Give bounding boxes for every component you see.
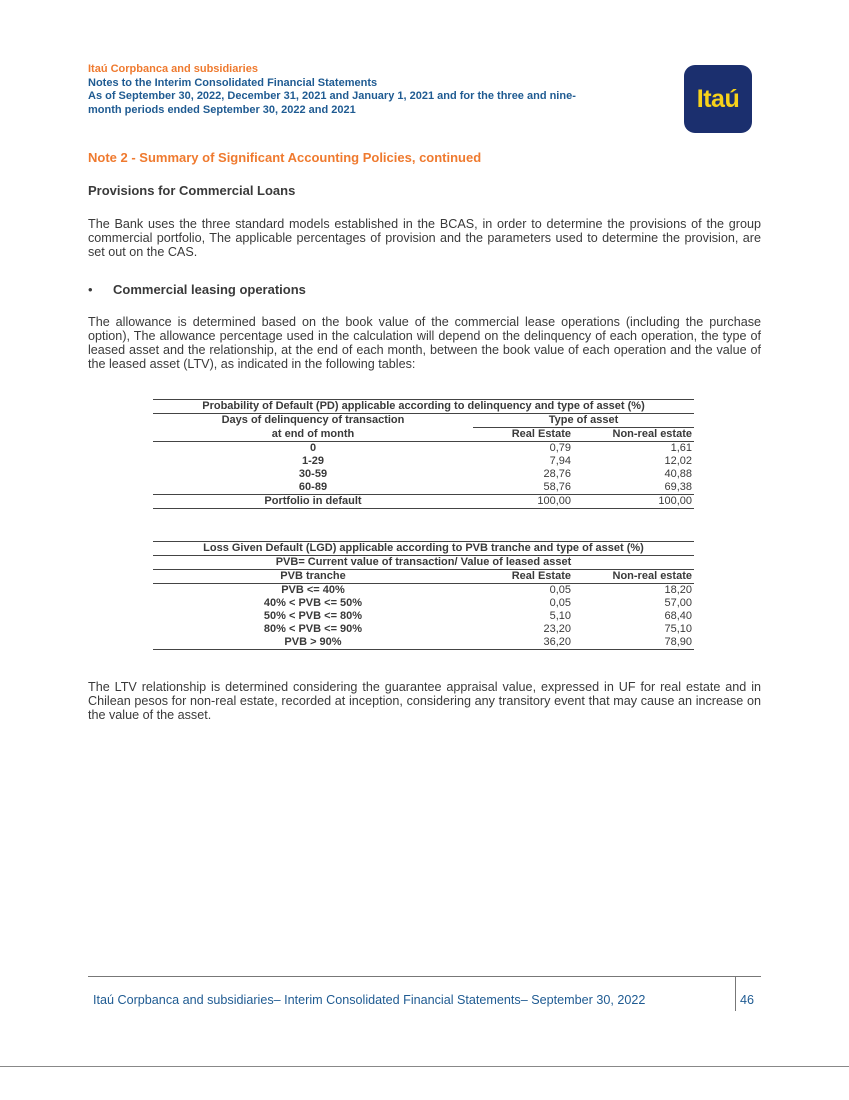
paragraph-3: The LTV relationship is determined considering the guarantee appraisal value, expressed in UF for real estate and in Chilean pesos for non-real estate, recorded at inception, considering any transitory event that may cause an increase on the value of the asset. [88, 680, 761, 722]
pd-col3-header: Non-real estate [612, 428, 692, 440]
lgd-table-title: Loss Given Default (LGD) applicable according to PVB tranche and type of asset (%) [203, 542, 644, 554]
pd-group-header: Type of asset [473, 414, 694, 428]
lgd-table-subtitle: PVB= Current value of transaction/ Value of leased asset [275, 556, 572, 568]
lgd-col1-header: PVB tranche [280, 570, 346, 582]
pd-total-row: Portfolio in default 100,00 100,00 [153, 495, 694, 509]
table-row: PVB <= 40% 0,05 18,20 [281, 584, 692, 596]
lgd-col3-header: Non-real estate [612, 570, 692, 582]
pd-col1-header-line2: at end of month [271, 427, 355, 440]
bullet-text: Commercial leasing operations [113, 282, 306, 297]
document-header [88, 63, 658, 117]
lgd-col2-header: Real Estate [511, 570, 571, 582]
header-line-4: month periods ended September 30, 2022 and 2021 [88, 103, 356, 116]
table-row: 40% < PVB <= 50% 0,05 57,00 [263, 597, 692, 609]
pd-table-title: Probability of Default (PD) applicable according to delinquency and type of asset (%) [202, 400, 645, 412]
header-line-2: Notes to the Interim Consolidated Financial Statements [88, 76, 378, 89]
lgd-table [153, 541, 694, 650]
section-title: Provisions for Commercial Loans [88, 183, 296, 198]
table-row: 60-89 58,76 69,38 [153, 481, 694, 495]
table-row: 0 0,79 1,61 [309, 442, 692, 454]
bullet-item [88, 282, 306, 297]
pd-table [153, 399, 694, 509]
table-row: 30-59 28,76 40,88 [298, 468, 692, 480]
logo-text: Itaú [696, 84, 740, 113]
pd-col1-header-line1: Days of delinquency of transaction [221, 414, 405, 427]
paragraph-1: The Bank uses the three standard models established in the BCAS, in order to determine the provisions of the group commercial portfolio, The applicable percentages of provision and the parameters used to determine the provision, are set out on the CAS. [88, 217, 761, 259]
company-name: Itaú Corpbanca and subsidiaries [88, 63, 258, 75]
itau-logo [684, 65, 752, 133]
table-row: PVB > 90% 36,20 78,90 [153, 636, 694, 650]
table-row: 1-29 7,94 12,02 [301, 455, 692, 467]
footer-separator [735, 977, 736, 1011]
page-bottom-rule [0, 1066, 849, 1067]
bullet-icon: • [88, 282, 93, 297]
pd-col2-header: Real Estate [511, 428, 571, 440]
note-title: Note 2 - Summary of Significant Accounting Policies, continued [88, 150, 482, 165]
table-row: 50% < PVB <= 80% 5,10 68,40 [263, 610, 692, 622]
footer-divider [88, 976, 761, 977]
header-line-3: As of September 30, 2022, December 31, 2021 and January 1, 2021 and for the three and nine- [88, 90, 576, 102]
page-number: 46 [740, 993, 755, 1007]
paragraph-2: The allowance is determined based on the book value of the commercial lease operations (including the purchase option), The allowance percentage used in the calculation will depend on the delinquency of each operation, the type of leased asset and the relationship, at the end of each month, between the book value of each operation and the value of the leased asset (LTV), as indicated in the following tables: [88, 315, 761, 371]
table-row: 80% < PVB <= 90% 23,20 75,10 [263, 623, 692, 635]
footer-text: Itaú Corpbanca and subsidiaries– Interim Consolidated Financial Statements– September 30, 2022 [93, 993, 646, 1007]
